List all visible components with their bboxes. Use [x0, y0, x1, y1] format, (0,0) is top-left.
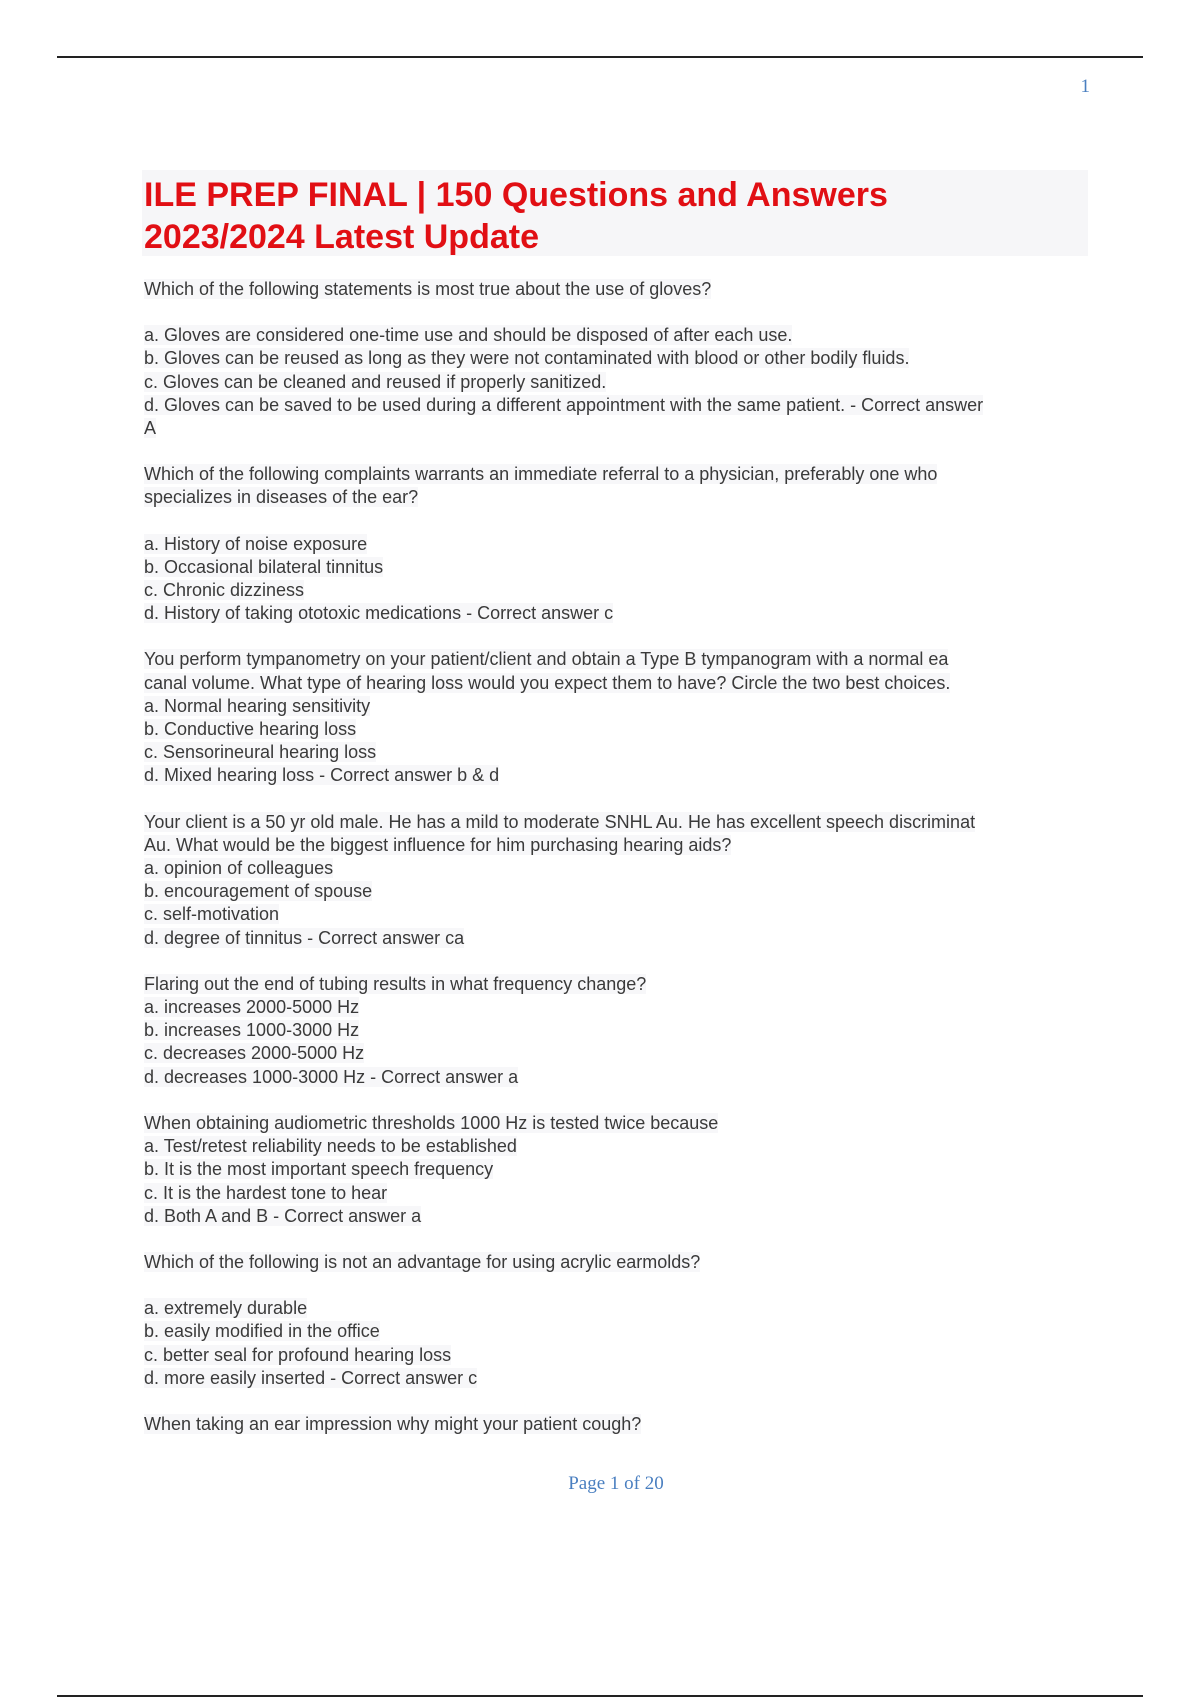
question-stem — [144, 1112, 1090, 1135]
question-block — [144, 973, 1090, 1089]
answer-option-text: c. Gloves can be cleaned and reused if properly sanitized. — [144, 371, 607, 392]
question-stem — [144, 973, 1090, 996]
answer-option-text: a. increases 2000-5000 Hz — [144, 997, 360, 1018]
answer-option — [144, 880, 1090, 903]
question-list — [144, 278, 1090, 1459]
answer-option — [144, 1135, 1090, 1158]
question-stem-text: You perform tympanometry on your patient/client and obtain a Type B tympanogram with a normal ea — [144, 649, 949, 670]
answer-option-text: d. History of taking ototoxic medications - Correct answer c — [144, 603, 614, 624]
question-stem-text: Which of the following is not an advantage for using acrylic earmolds? — [144, 1251, 701, 1272]
answer-option — [144, 695, 1090, 718]
answer-option — [144, 1019, 1090, 1042]
question-block — [144, 1251, 1090, 1390]
answer-option — [144, 579, 1090, 602]
answer-option — [144, 1158, 1090, 1181]
question-stem-text: Au. What would be the biggest influence for him purchasing hearing aids? — [144, 834, 732, 855]
question-block — [144, 463, 1090, 625]
question-stem — [144, 648, 1090, 671]
answer-option-text: a. History of noise exposure — [144, 533, 368, 554]
answer-option — [144, 1066, 1090, 1089]
header-page-number: 1 — [1080, 76, 1090, 97]
answer-option — [144, 347, 1090, 370]
answer-option-text: d. decreases 1000-3000 Hz - Correct answer a — [144, 1066, 519, 1087]
answer-option — [144, 903, 1090, 926]
answer-option-text: d. Gloves can be saved to be used during a different appointment with the same patient. - Correct answer — [144, 394, 984, 415]
answer-option-text: a. Normal hearing sensitivity — [144, 695, 371, 716]
answer-option-text: a. extremely durable — [144, 1298, 308, 1319]
question-stem-text: Which of the following statements is most true about the use of gloves? — [144, 279, 712, 299]
answer-option — [144, 1320, 1090, 1343]
question-block — [144, 811, 1090, 950]
answer-option — [144, 996, 1090, 1019]
answer-option — [144, 371, 1090, 394]
question-stem-text: specializes in diseases of the ear? — [144, 487, 419, 508]
answer-option-text: d. Mixed hearing loss - Correct answer b & d — [144, 765, 500, 786]
question-stem-text: When obtaining audiometric thresholds 1000 Hz is tested twice because — [144, 1112, 719, 1133]
answer-option-text: b. It is the most important speech frequency — [144, 1159, 494, 1180]
answer-option-text: d. Both A and B - Correct answer a — [144, 1205, 422, 1226]
question-stem — [144, 463, 1090, 486]
answer-option-text: d. more easily inserted - Correct answer c — [144, 1367, 478, 1388]
question-stem-text: Your client is a 50 yr old male. He has a mild to moderate SNHL Au. He has excellent speech discriminat — [144, 811, 976, 832]
question-stem — [144, 811, 1090, 834]
answer-option-text: a. Test/retest reliability needs to be established — [144, 1136, 517, 1157]
title-line-1: ILE PREP FINAL | 150 Questions and Answers — [144, 176, 888, 214]
question-block — [144, 1112, 1090, 1228]
answer-option-text: b. Conductive hearing loss — [144, 719, 357, 740]
answer-option-text: d. degree of tinnitus - Correct answer ca — [144, 927, 465, 948]
question-stem-text: Flaring out the end of tubing results in what frequency change? — [144, 973, 647, 994]
answer-option-text: b. Gloves can be reused as long as they were not contaminated with blood or other bodily fluids. — [144, 348, 910, 369]
answer-option — [144, 718, 1090, 741]
answer-option-text: c. Sensorineural hearing loss — [144, 742, 377, 763]
footer-page-label: Page 1 of 20 — [568, 1473, 664, 1494]
answer-option-text: a. Gloves are considered one-time use and should be disposed of after each use. — [144, 325, 793, 346]
document-title — [144, 174, 1086, 258]
answer-option — [144, 417, 1090, 440]
question-stem — [144, 672, 1090, 695]
answer-option-text: a. opinion of colleagues — [144, 858, 334, 879]
question-stem — [144, 486, 1090, 509]
answer-option-text: b. encouragement of spouse — [144, 881, 373, 902]
spacer — [144, 1274, 1090, 1297]
spacer — [144, 301, 1090, 324]
answer-option — [144, 764, 1090, 787]
answer-option-text: c. decreases 2000-5000 Hz — [144, 1043, 365, 1064]
answer-option-text: c. self-motivation — [144, 904, 280, 925]
bottom-rule — [57, 1695, 1143, 1697]
question-stem-text: canal volume. What type of hearing loss would you expect them to have? Circle the two best choices. — [144, 672, 951, 693]
spacer — [144, 510, 1090, 533]
question-stem-text: When taking an ear impression why might your patient cough? — [144, 1413, 642, 1434]
answer-option — [144, 1042, 1090, 1065]
question-stem — [144, 1251, 1090, 1274]
title-line-2: 2023/2024 Latest Update — [144, 218, 539, 256]
answer-option — [144, 556, 1090, 579]
title-banner — [142, 170, 1088, 256]
answer-option — [144, 1297, 1090, 1320]
answer-option — [144, 741, 1090, 764]
answer-option — [144, 927, 1090, 950]
answer-option — [144, 857, 1090, 880]
top-rule — [57, 56, 1143, 58]
question-stem-text: Which of the following complaints warrants an immediate referral to a physician, preferably one who — [144, 464, 938, 485]
answer-option — [144, 1367, 1090, 1390]
answer-option — [144, 1182, 1090, 1205]
answer-option — [144, 602, 1090, 625]
answer-option — [144, 394, 1090, 417]
answer-option-text: b. increases 1000-3000 Hz — [144, 1020, 360, 1041]
answer-option-text: c. It is the hardest tone to hear — [144, 1182, 388, 1203]
answer-option — [144, 533, 1090, 556]
answer-option — [144, 324, 1090, 347]
answer-option-text: c. better seal for profound hearing loss — [144, 1344, 452, 1365]
answer-option-text: b. Occasional bilateral tinnitus — [144, 556, 384, 577]
answer-option-text: b. easily modified in the office — [144, 1321, 380, 1342]
question-block — [144, 1413, 1090, 1436]
question-block — [144, 648, 1090, 787]
answer-option — [144, 1344, 1090, 1367]
answer-option — [144, 1205, 1090, 1228]
question-stem — [144, 278, 1090, 301]
question-block — [144, 278, 1090, 440]
question-stem — [144, 834, 1090, 857]
answer-option-text: A — [144, 418, 157, 439]
answer-option-text: c. Chronic dizziness — [144, 580, 305, 601]
question-stem — [144, 1413, 1090, 1436]
